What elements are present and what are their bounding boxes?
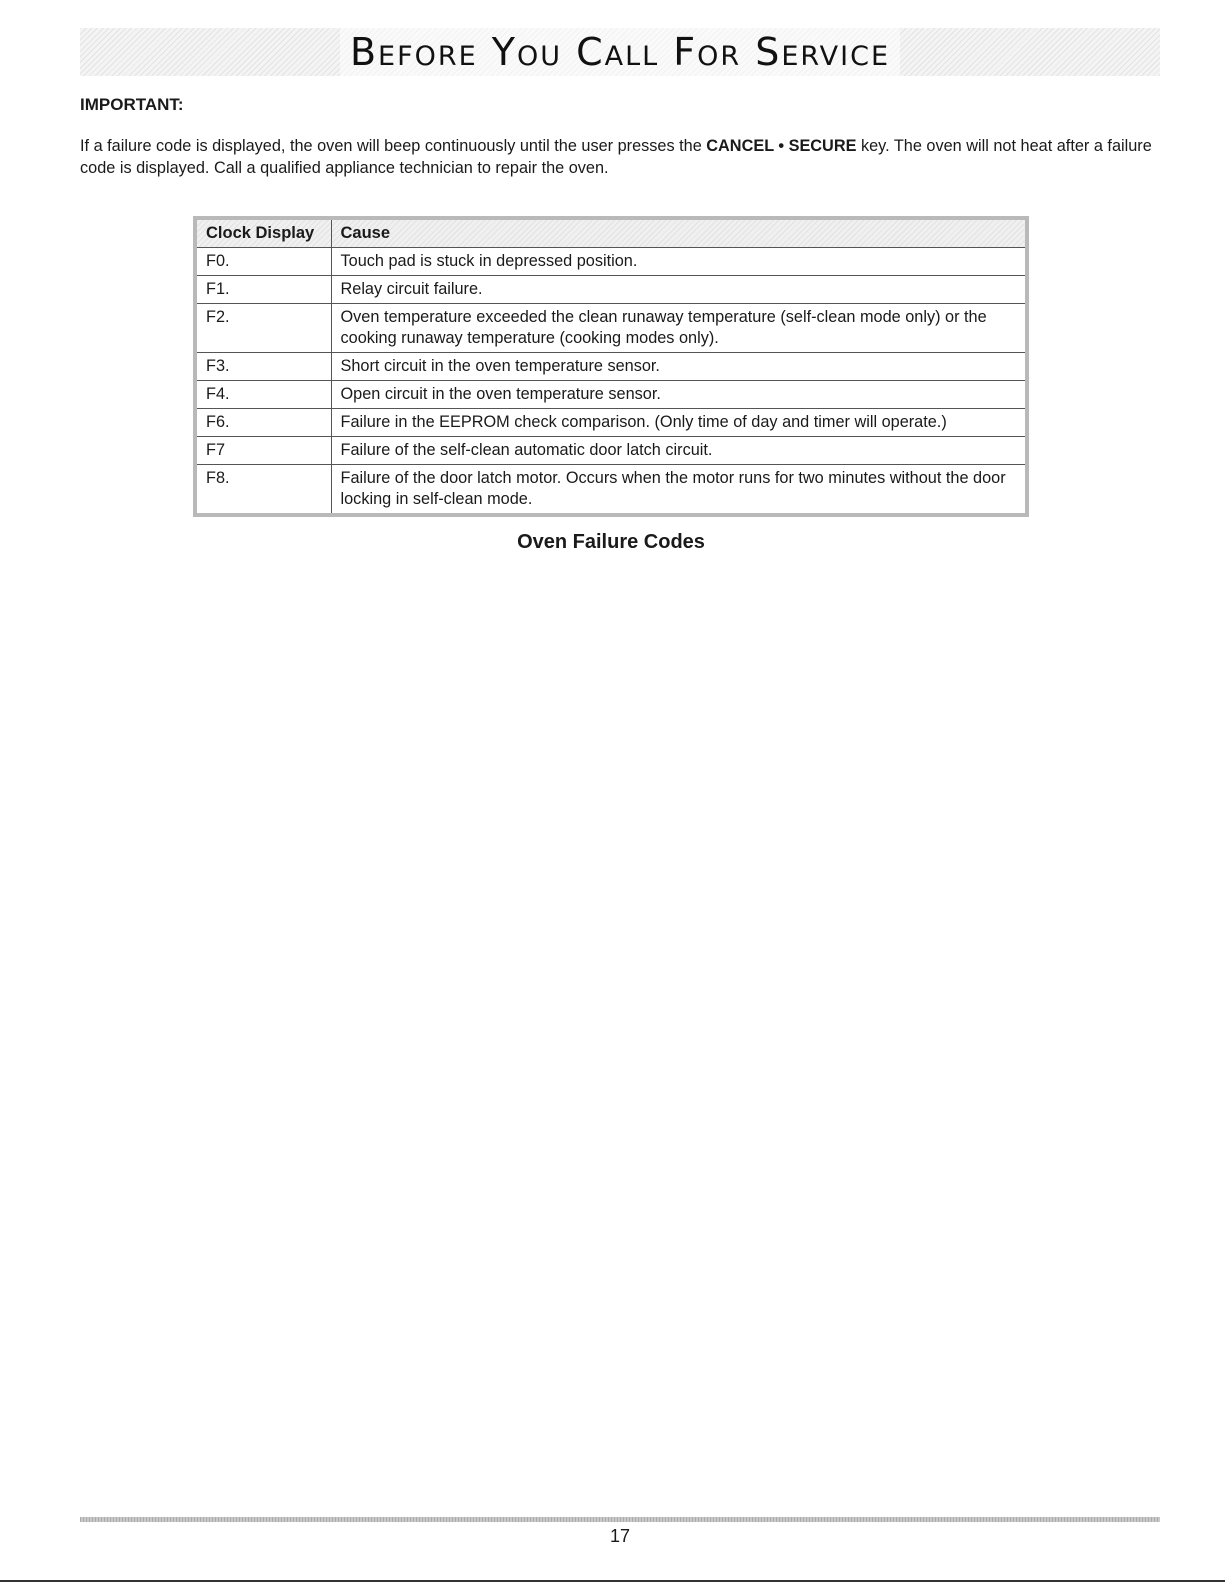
table-row [195,465,1027,516]
code-cell: F7 [195,437,331,465]
cause-cell: Relay circuit failure. [331,276,1027,304]
column-header-cause: Cause [331,218,1027,248]
cause-cell: Open circuit in the oven temperature sensor. [331,381,1027,409]
cause-cell: Oven temperature exceeded the clean runaway temperature (self-clean mode only) or the cooking runaway temperature (cooking modes only). [331,304,1027,353]
page-title-band [80,28,1160,76]
table-row [195,248,1027,276]
column-header-clock-display: Clock Display [195,218,331,248]
cause-cell: Short circuit in the oven temperature sensor. [331,353,1027,381]
cause-cell: Touch pad is stuck in depressed position. [331,248,1027,276]
cause-cell: Failure of the door latch motor. Occurs when the motor runs for two minutes without the door locking in self-clean mode. [331,465,1027,516]
bottom-border [0,1580,1225,1582]
table-caption: Oven Failure Codes [517,531,705,553]
important-paragraph [80,135,1165,179]
footer-divider [80,1517,1160,1522]
table-row [195,437,1027,465]
intro-text-before: If a failure code is displayed, the oven will beep continuously until the user presses the [80,137,707,155]
code-cell: F6. [195,409,331,437]
code-cell: F1. [195,276,331,304]
code-cell: F4. [195,381,331,409]
table-row [195,276,1027,304]
code-cell: F2. [195,304,331,353]
page-number: 17 [609,1526,631,1546]
code-cell: F0. [195,248,331,276]
intro-text-after: key. The oven will not heat after a failure code is displayed. Call a qualified appliance technician to repair the oven. [80,137,1152,177]
table-header-row [195,218,1027,248]
page-title: Before You Call For Service [340,28,900,76]
table-row [195,353,1027,381]
cancel-secure-key-name: CANCEL • SECURE [706,137,857,155]
table-row [195,304,1027,353]
table-row [195,381,1027,409]
failure-codes-table [193,216,1029,517]
cause-cell: Failure in the EEPROM check comparison. (Only time of day and timer will operate.) [331,409,1027,437]
code-cell: F3. [195,353,331,381]
table-row [195,409,1027,437]
important-heading: IMPORTANT: [80,95,184,114]
cause-cell: Failure of the self-clean automatic door latch circuit. [331,437,1027,465]
code-cell: F8. [195,465,331,516]
